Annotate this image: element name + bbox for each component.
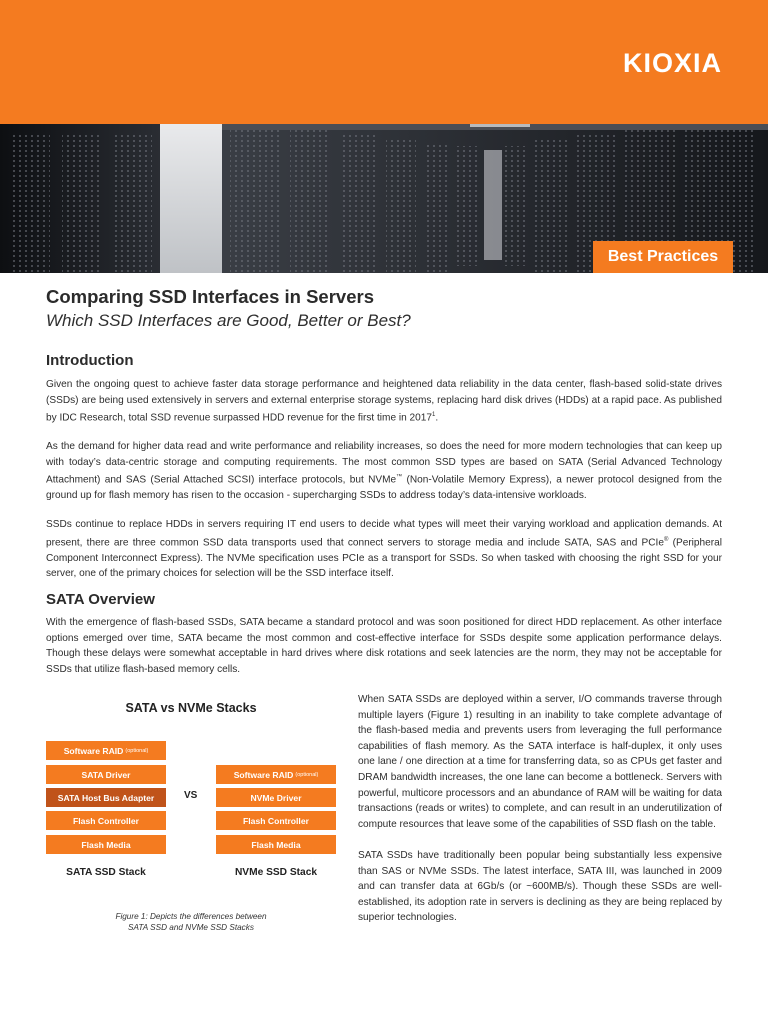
- stack-item-label: Software RAID: [233, 769, 294, 780]
- intro-paragraph-1: [46, 377, 722, 426]
- registered-marker: ®: [663, 536, 669, 543]
- footnote-marker: 1: [431, 412, 436, 419]
- sata-paragraph-1: With the emergence of flash-based SSDs, SATA became a standard protocol and was soon positioned for direct HDD replacement. As other interface options emerged over time, SATA became the most common and cost-effective interface for SSDs despite some application performance delays. Though these delays were somewhat acceptable in hard drives where disk rotations and seek latencies are the norm, they may not be acceptable for SSDs that utilize flash-based memory cells.: [46, 617, 722, 675]
- stack-item-label: Flash Media: [81, 839, 131, 850]
- sata-stack-flash-media: [46, 835, 166, 854]
- caption-line-1: Figure 1: Depicts the differences between: [115, 912, 267, 921]
- stack-item-label: SATA Driver: [81, 769, 131, 780]
- caption-line-2: SATA SSD and NVMe SSD Stacks: [128, 922, 254, 932]
- intro-p2-text-b: (Non-Volatile Memory Express), a newer protocol designed from the ground up for flash memory has risen to the occasion - supercharging SSDs to address today’s data-intensive workloads.: [46, 474, 722, 502]
- vs-label: VS: [184, 790, 198, 801]
- intro-p1-end: .: [435, 412, 439, 424]
- intro-p1-text: Given the ongoing quest to achieve faster data storage performance and heightened data reliability in the data center, flash-based solid-state drives (SSDs) are being used extensively in servers and external enterprise storage systems, replacing hard disk drives (HDDs) at a rapid pace. As published by IDC Research, total SSD revenue surpassed HDD revenue for the first time in 2017: [46, 379, 722, 424]
- document-subtitle: Which SSD Interfaces are Good, Better or Best?: [46, 311, 411, 330]
- kioxia-logo: KIOXIA: [622, 48, 722, 78]
- brand-header: [0, 0, 768, 124]
- nvme-stack-nvme-driver: [216, 788, 336, 807]
- intro-p2-text-a: As the demand for higher data read and write performance and reliability increases, so does the need for more modern technologies that can keep up with today’s data-centric storage and computing requirements. The most common SSD types are based on SATA (Serial Advanced Technology Attachment) and SAS (Serial Attached SCSI) interface protocols, but NVMe: [46, 441, 722, 486]
- nvme-stack-flash-media: [216, 835, 336, 854]
- sata-stack-sata-driver: [46, 765, 166, 784]
- figure-title: SATA vs NVMe Stacks: [125, 701, 257, 715]
- figure-caption: [66, 912, 316, 933]
- stack-item-label: Flash Media: [251, 839, 301, 850]
- stack-item-label: SATA Host Bus Adapter: [57, 792, 155, 803]
- optional-note: (optional): [125, 747, 149, 754]
- nvme-stack-software-raid: [216, 765, 336, 784]
- sata-overview-heading: SATA Overview: [46, 591, 155, 608]
- sata-stack-host-bus-adapter: [46, 788, 166, 807]
- stack-item-label: Software RAID: [63, 745, 124, 756]
- sata-stack-software-raid: [46, 741, 166, 760]
- nvme-stack-label: NVMe SSD Stack: [234, 867, 318, 878]
- sata-right-paragraph-1: When SATA SSDs are deployed within a server, I/O commands traverse through multiple layers (Figure 1) resulting in an inability to take complete advantage of the flash-based media and prevents users from leveraging the full performance capabilities of flash memory. As the SATA interface is half-duplex, it only uses one lane / one direction at a time for transferring data, so as CPUs get faster and DRAM bandwidth increases, the one lane can become a bottleneck. Servers with powerful, multicore processors and an abundance of RAM will be waiting for data transactions (reads or writes) to complete, and can result in an underutilization of compute resources that leave some of the capabilities of SSD flash on the table.: [358, 694, 722, 830]
- sata-stack-label: SATA SSD Stack: [66, 867, 146, 878]
- best-practices-badge: Best Practices: [593, 241, 733, 273]
- nvme-stack-flash-controller: [216, 811, 336, 830]
- sata-stack-flash-controller: [46, 811, 166, 830]
- intro-p3-text-a: SSDs continue to replace HDDs in servers requiring IT end users to decide what types will meet their varying workload and application demands. At present, there are three common SSD data transports used that connect servers to storage media and include SATA, SAS and PCIe: [46, 519, 722, 548]
- document-title: Comparing SSD Interfaces in Servers: [46, 286, 374, 307]
- introduction-heading: Introduction: [46, 352, 134, 369]
- stack-item-label: Flash Controller: [243, 815, 309, 826]
- intro-p3-text-b: (Peripheral Component Interconnect Express). The NVMe specification uses PCIe as a transport for SSDs. So when tasked with choosing the right SSD for your server, one of the primary choices for selection will be the SSD interface itself.: [46, 536, 722, 580]
- optional-note: (optional): [295, 771, 319, 778]
- sata-right-paragraph-2: SATA SSDs have traditionally been popular being substantially less expensive than SAS or NVMe SSDs. The latest interface, SATA III, was launched in 2009 and can transfer data at 6Gb/s (or ~600MB/s). Though these SSDs are well-established, its adoption rate in servers is declining as they are being replaced by superior technologies.: [358, 850, 722, 924]
- intro-paragraph-3: [46, 517, 722, 582]
- trademark-marker: ™: [396, 474, 403, 481]
- stack-item-label: NVMe Driver: [250, 792, 302, 803]
- intro-paragraph-2: [46, 439, 722, 504]
- stack-item-label: Flash Controller: [73, 815, 139, 826]
